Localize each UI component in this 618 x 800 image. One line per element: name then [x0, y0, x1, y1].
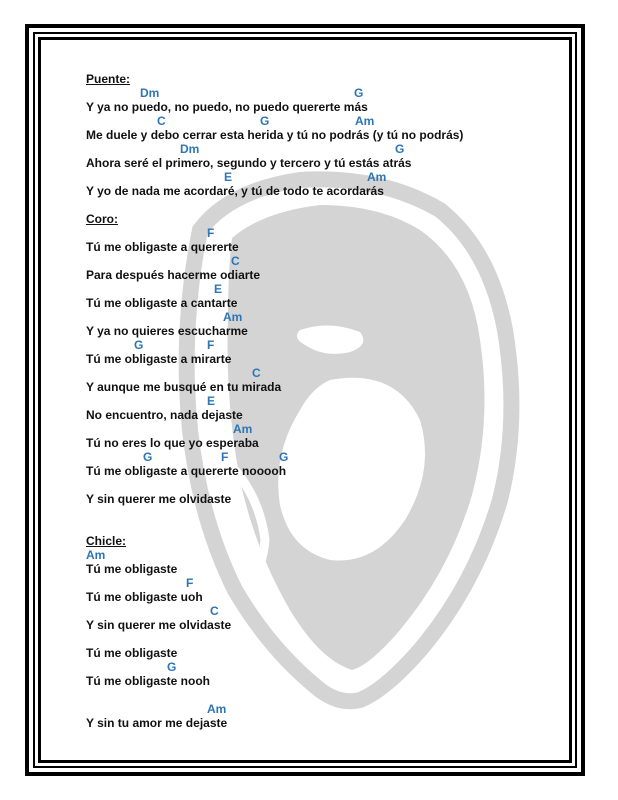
chord: Am — [367, 170, 387, 184]
chord: E — [224, 170, 233, 184]
chord: Dm — [180, 142, 200, 156]
lyric-line: Tú me obligaste a mirarte — [86, 352, 232, 366]
lyric-line: Y ya no puedo, no puedo, no puedo quererte más — [86, 100, 368, 114]
chord: G — [143, 450, 153, 464]
chord: Am — [86, 548, 106, 562]
lyric-line: Y ya no quieres escucharme — [86, 324, 248, 338]
chord: Am — [223, 310, 243, 324]
chord: Am — [207, 702, 227, 716]
chord: Dm — [140, 86, 160, 100]
chord: G — [279, 450, 289, 464]
chord: G — [395, 142, 405, 156]
chord: G — [354, 86, 364, 100]
section-title-chicle: Chicle: — [86, 534, 127, 548]
chord: Am — [233, 422, 253, 436]
lyric-line: Y sin tu amor me dejaste — [86, 716, 228, 730]
lyric-line: Y sin querer me olvidaste — [86, 492, 232, 506]
lyric-line: Tú me obligaste uoh — [86, 590, 203, 604]
chord: G — [260, 114, 270, 128]
chord: F — [207, 226, 215, 240]
chord: C — [231, 254, 240, 268]
lyric-line: Para después hacerme odiarte — [86, 268, 261, 282]
chord: F — [186, 576, 194, 590]
lyric-line: Tú me obligaste — [86, 562, 178, 576]
lyric-line: Tú me obligaste nooh — [86, 674, 211, 688]
chord: F — [207, 338, 215, 352]
chord: G — [167, 660, 177, 674]
lyric-line: No encuentro, nada dejaste — [86, 408, 243, 422]
lyric-line: Tú me obligaste a cantarte — [86, 296, 238, 310]
lyric-line: Y aunque me busqué en tu mirada — [86, 380, 282, 394]
chord: G — [134, 338, 144, 352]
lyric-line: Me duele y debo cerrar esta herida y tú no podrás (y tú no podrás) — [86, 128, 464, 142]
chord: E — [214, 282, 223, 296]
chord: E — [207, 394, 216, 408]
lyric-line: Tú me obligaste a quererte — [86, 240, 239, 254]
chord: C — [252, 366, 261, 380]
lyric-line: Y yo de nada me acordaré, y tú de todo te acordarás — [86, 184, 384, 198]
chord: F — [221, 450, 229, 464]
lyric-line: Y sin querer me olvidaste — [86, 618, 232, 632]
lyric-line: Tú me obligaste — [86, 646, 178, 660]
section-title-puente: Puente: — [86, 72, 131, 86]
lyric-line: Tú me obligaste a quererte nooooh — [86, 464, 287, 478]
section-title-coro: Coro: — [86, 212, 118, 226]
chord: C — [157, 114, 166, 128]
lyric-line: Tú no eres lo que yo esperaba — [86, 436, 259, 450]
lyric-line: Ahora seré el primero, segundo y tercero y tú estás atrás — [86, 156, 412, 170]
chord: Am — [355, 114, 375, 128]
chord: C — [210, 604, 219, 618]
